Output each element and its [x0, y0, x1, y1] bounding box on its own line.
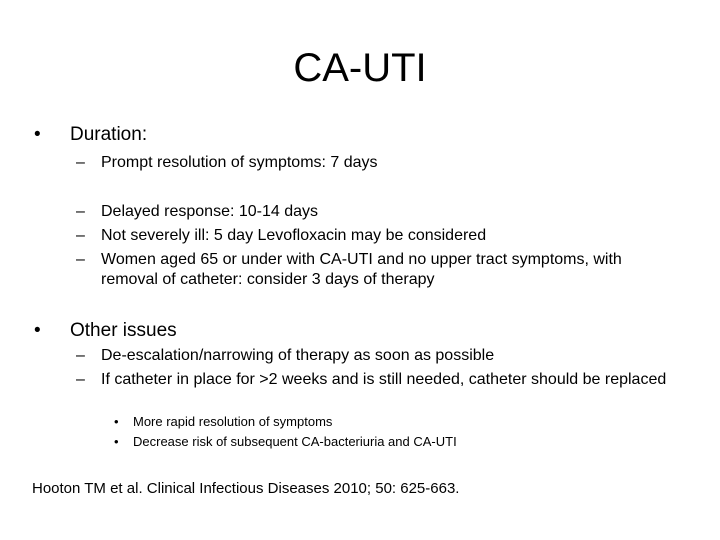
bullet-marker: •: [34, 124, 41, 145]
subbullet-women-aged-65: [76, 250, 676, 290]
subbullet-catheter-replaced: [76, 370, 701, 390]
dash-marker: –: [76, 154, 85, 171]
subsubbullet-rapid-resolution: [114, 413, 332, 430]
bullet-other-issues-text: Other issues: [70, 320, 177, 341]
bullet-marker: •: [114, 434, 119, 449]
bullet-marker: •: [114, 414, 119, 429]
dash-marker: –: [76, 347, 85, 364]
bullet-marker: •: [34, 320, 41, 341]
subbullet-text: Prompt resolution of symptoms: 7 days: [101, 154, 378, 171]
dash-marker: –: [76, 227, 85, 244]
subbullet-delayed-response: [76, 202, 706, 222]
subbullet-text: Women aged 65 or under with CA-UTI and no upper tract symptoms, with removal of catheter: consider 3 days of therapy: [101, 251, 622, 288]
subsubbullet-decrease-risk: [114, 433, 457, 450]
subsubbullet-text: More rapid resolution of symptoms: [133, 414, 333, 429]
subbullet-text: Not severely ill: 5 day Levofloxacin may be considered: [101, 227, 487, 244]
subsubbullet-text: Decrease risk of subsequent CA-bacteriuria and CA-UTI: [133, 434, 457, 449]
subbullet-not-severely-ill: [76, 226, 706, 246]
subbullet-prompt-resolution: [76, 153, 706, 173]
subbullet-text: If catheter in place for >2 weeks and is still needed, catheter should be replaced: [101, 371, 667, 388]
subbullet-text: Delayed response: 10-14 days: [101, 203, 319, 220]
bullet-duration-text: Duration:: [70, 124, 148, 145]
subbullet-de-escalation: [76, 346, 706, 366]
citation: Hooton TM et al. Clinical Infectious Diseases 2010; 50: 625-663.: [32, 480, 460, 497]
dash-marker: –: [76, 371, 85, 388]
dash-marker: –: [76, 251, 85, 268]
subbullet-text: De-escalation/narrowing of therapy as soon as possible: [101, 347, 495, 364]
dash-marker: –: [76, 203, 85, 220]
slide-title: CA-UTI: [293, 46, 427, 90]
